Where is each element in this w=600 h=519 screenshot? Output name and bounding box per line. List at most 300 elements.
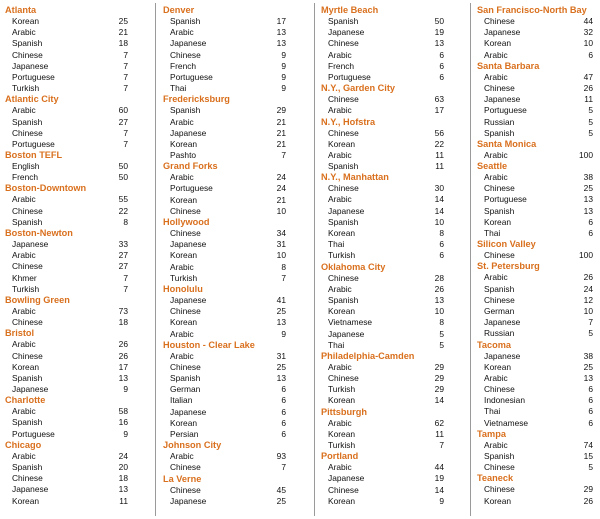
language-name: Korean [484,361,512,372]
language-percent: 5 [439,328,444,339]
language-row [163,485,308,496]
language-percent: 7 [123,272,128,283]
language-row [477,373,597,384]
language-name: Spanish [484,205,515,216]
language-row [477,496,597,507]
city-heading: Seattle [477,161,508,172]
language-percent: 45 [276,484,286,495]
language-row [321,429,466,440]
language-row [477,362,597,373]
language-percent: 56 [434,127,444,138]
language-percent: 13 [118,372,128,383]
language-name: French [12,172,39,183]
language-name: Japanese [484,94,521,105]
language-percent: 13 [276,373,286,384]
language-name: Arabic [328,194,352,205]
language-name: Arabic [170,116,194,127]
language-name: Japanese [484,350,521,361]
language-percent: 28 [434,272,444,283]
language-row [163,38,308,49]
language-name: Chinese [170,484,201,495]
language-row [477,451,597,462]
language-name: Chinese [484,82,515,93]
language-name: Chinese [328,38,359,49]
language-percent: 10 [434,306,444,317]
language-name: English [12,161,40,172]
city-heading: Boston-Newton [5,228,73,238]
language-percent: 6 [588,216,593,227]
language-row [477,83,597,94]
language-name: Chinese [12,205,43,216]
language-row [477,484,597,495]
language-row [163,195,308,206]
language-name: Arabic [170,328,194,339]
language-name: Chinese [484,16,515,26]
language-row [477,72,597,83]
city-heading: N.Y., Hofstra [321,116,376,127]
language-row [321,440,466,451]
city-heading: St. Petersburg [477,261,540,272]
language-row [5,128,150,139]
language-name: Arabic [328,283,352,294]
language-row [477,395,597,406]
language-percent: 24 [276,183,286,194]
language-percent: 6 [281,417,286,428]
language-row [163,317,308,328]
language-percent: 6 [439,60,444,71]
language-name: Spanish [328,216,359,227]
language-percent: 29 [276,105,286,116]
language-row [163,384,308,395]
language-row [163,362,308,373]
language-percent: 50 [434,16,444,26]
language-row [321,128,466,139]
language-row [163,105,308,116]
language-percent: 5 [588,127,593,138]
language-percent: 47 [583,71,593,82]
language-row [477,94,597,105]
language-row [163,206,308,217]
language-name: Arabic [328,462,352,473]
language-percent: 6 [588,49,593,60]
language-row [5,496,150,507]
language-percent: 18 [118,317,128,328]
language-percent: 38 [583,172,593,183]
language-name: Vietnamese [484,417,529,428]
language-percent: 6 [439,250,444,261]
language-name: Chinese [12,127,43,138]
language-percent: 6 [439,239,444,250]
language-percent: 14 [434,194,444,205]
language-row [321,284,466,295]
city-heading: Oklahoma City [321,261,386,272]
language-row [5,61,150,72]
language-percent: 6 [281,429,286,439]
language-row [5,351,150,362]
language-row [477,328,597,339]
language-row [5,306,150,317]
language-row [477,117,597,128]
language-percent: 7 [281,150,286,161]
language-name: Turkish [12,283,40,294]
language-row [5,72,150,83]
language-row [5,406,150,417]
language-percent: 9 [123,428,128,439]
language-name: Spanish [328,16,359,26]
language-name: Korean [328,395,356,406]
language-name: Korean [328,495,356,506]
language-row [163,429,308,440]
language-percent: 6 [281,406,286,417]
language-row [321,105,466,116]
language-row [5,117,150,128]
language-row [477,462,597,473]
language-name: Arabic [170,350,194,361]
language-name: Turkish [328,440,356,450]
language-row [5,284,150,295]
language-name: Chinese [328,127,359,138]
language-percent: 13 [276,38,286,49]
language-name: Japanese [12,239,49,249]
language-row [163,451,308,462]
language-row [163,395,308,406]
language-name: Chinese [12,49,43,60]
language-row [163,250,308,261]
language-name: Thai [328,339,345,350]
language-name: Korean [328,306,356,317]
language-percent: 26 [583,272,593,283]
language-row [477,351,597,362]
column-divider [470,3,471,516]
language-row [321,206,466,217]
language-row [5,50,150,61]
language-name: Arabic [328,417,352,428]
language-percent: 33 [118,239,128,249]
language-row [163,496,308,507]
language-row [477,50,597,61]
language-percent: 26 [118,350,128,361]
language-percent: 25 [276,306,286,317]
language-name: Arabic [170,172,194,183]
language-name: Persian [170,429,199,439]
city-heading: Boston TEFL [5,150,63,161]
language-percent: 13 [583,205,593,216]
language-name: Korean [170,138,198,149]
language-row [477,172,597,183]
language-name: Chinese [12,317,43,328]
language-row [321,384,466,395]
language-name: Korean [12,495,40,506]
city-heading: Honolulu [163,283,203,294]
language-name: Turkish [170,272,198,283]
language-name: Chinese [484,250,515,261]
language-row [477,217,597,228]
language-percent: 7 [123,60,128,71]
language-name: Korean [328,228,356,238]
language-percent: 7 [123,127,128,138]
language-name: Turkish [328,384,356,395]
language-percent: 17 [276,16,286,26]
language-percent: 93 [276,451,286,462]
language-name: Chinese [12,473,43,484]
language-row [477,250,597,261]
language-row [163,273,308,284]
language-name: Portuguese [484,105,527,116]
language-name: Japanese [170,127,207,138]
language-row [163,50,308,61]
language-name: Spanish [170,373,201,384]
language-percent: 18 [118,38,128,49]
language-row [163,306,308,317]
language-percent: 63 [434,94,444,105]
language-name: Arabic [12,406,36,417]
language-row [5,373,150,384]
city-heading: Grand Forks [163,161,218,172]
language-name: Arabic [12,450,36,461]
language-percent: 9 [281,71,286,82]
language-row [5,239,150,250]
language-percent: 21 [276,138,286,149]
language-percent: 6 [281,395,286,406]
language-percent: 9 [281,60,286,71]
city-heading: La Verne [163,473,202,484]
language-percent: 7 [123,71,128,82]
language-name: Russian [484,116,515,127]
language-name: Korean [484,495,512,506]
language-row [321,194,466,205]
language-row [321,462,466,473]
language-name: Chinese [170,462,201,473]
language-row [163,239,308,250]
city-heading: Portland [321,451,359,462]
language-row [321,395,466,406]
language-percent: 38 [583,350,593,361]
language-name: Portuguese [12,428,55,439]
language-percent: 6 [588,406,593,417]
language-row [163,183,308,194]
language-row [163,128,308,139]
language-row [163,228,308,239]
language-name: Chinese [484,484,515,495]
language-percent: 11 [435,428,444,439]
language-name: Japanese [484,317,521,328]
language-percent: 44 [434,462,444,473]
language-row [321,228,466,239]
language-percent: 6 [439,49,444,60]
language-name: Chinese [328,183,359,194]
language-percent: 5 [588,116,593,127]
language-name: Arabic [484,272,508,283]
language-name: Arabic [12,27,36,38]
language-row [5,261,150,272]
language-percent: 25 [118,16,128,26]
city-heading: Fredericksburg [163,94,230,105]
language-percent: 8 [281,261,286,272]
language-name: Vietnamese [328,317,373,328]
language-percent: 14 [434,484,444,495]
language-row [321,273,466,284]
language-name: Spanish [484,283,515,294]
language-row [5,384,150,395]
language-percent: 24 [276,172,286,183]
language-percent: 6 [588,395,593,406]
language-row [477,38,597,49]
language-name: Japanese [12,60,49,71]
language-row [321,329,466,340]
language-percent: 6 [281,384,286,395]
language-name: French [170,60,197,71]
language-row [5,217,150,228]
language-row [163,150,308,161]
language-name: Portuguese [12,138,55,149]
language-name: Korean [170,250,198,261]
language-name: Turkish [328,250,356,261]
language-name: Portuguese [328,71,371,82]
language-row [163,462,308,473]
language-name: French [328,60,355,71]
language-percent: 21 [276,127,286,138]
language-name: Portuguese [170,183,213,194]
language-row [321,473,466,484]
language-row [5,417,150,428]
language-name: Spanish [484,127,515,138]
language-name: Khmer [12,272,37,283]
language-name: Chinese [484,294,515,305]
language-row [321,150,466,161]
column-1 [5,5,150,507]
language-name: Chinese [170,49,201,60]
language-row [477,272,597,283]
column-4 [477,5,597,507]
language-percent: 100 [579,250,593,261]
language-percent: 10 [276,205,286,216]
language-percent: 21 [118,27,128,38]
language-name: Indonesian [484,395,525,406]
language-percent: 7 [123,49,128,60]
language-name: German [484,305,515,316]
language-name: Japanese [170,38,207,49]
language-name: Spanish [12,216,43,227]
city-heading: Johnson City [163,440,222,451]
language-name: Italian [170,395,193,406]
language-row [321,239,466,250]
language-name: Chinese [12,350,43,361]
language-percent: 31 [276,239,286,250]
language-name: Japanese [328,328,365,339]
city-heading: Santa Monica [477,138,537,149]
language-row [5,451,150,462]
language-percent: 12 [583,294,593,305]
language-row [477,194,597,205]
language-name: Korean [328,428,356,439]
language-percent: 17 [434,105,444,116]
language-row [477,183,597,194]
language-percent: 8 [439,228,444,238]
language-name: Arabic [484,439,508,450]
language-name: Chinese [170,306,201,317]
language-row [477,384,597,395]
language-percent: 11 [584,94,593,105]
language-percent: 55 [118,194,128,205]
city-heading: Boston-Downtown [5,183,87,194]
language-percent: 29 [434,384,444,395]
language-name: Spanish [12,462,43,472]
language-row [5,16,150,27]
language-row [163,373,308,384]
language-name: Arabic [170,451,194,462]
language-row [477,306,597,317]
language-percent: 10 [583,305,593,316]
language-name: Spanish [170,105,201,116]
language-name: Portuguese [170,71,213,82]
language-row [321,250,466,261]
language-percent: 9 [281,83,286,94]
language-row [477,228,597,239]
column-2 [163,5,308,507]
language-percent: 7 [123,83,128,94]
language-row [321,362,466,373]
city-heading: Teaneck [477,473,514,484]
language-percent: 11 [435,149,444,160]
language-percent: 50 [118,172,128,183]
language-name: Japanese [328,27,365,38]
language-percent: 8 [439,317,444,328]
language-name: Chinese [328,373,359,384]
language-percent: 13 [276,317,286,328]
language-row [5,27,150,38]
language-name: Arabic [12,305,36,316]
language-row [163,418,308,429]
language-name: Arabic [170,261,194,272]
language-row [163,72,308,83]
language-percent: 7 [123,138,128,149]
city-heading: Bristol [5,328,35,339]
language-row [163,407,308,418]
language-row [321,317,466,328]
city-heading: Houston - Clear Lake [163,339,255,350]
language-name: Spanish [12,38,43,49]
language-row [321,139,466,150]
language-row [477,206,597,217]
language-percent: 10 [583,38,593,49]
language-percent: 27 [118,250,128,261]
language-percent: 26 [434,283,444,294]
language-row [5,429,150,440]
language-percent: 13 [118,484,128,495]
language-row [163,329,308,340]
city-heading: Atlantic City [5,94,59,105]
language-percent: 27 [118,261,128,272]
language-row [163,262,308,273]
language-percent: 7 [281,462,286,473]
language-row [321,27,466,38]
column-divider [155,3,156,516]
language-name: Arabic [328,361,352,372]
language-percent: 13 [583,372,593,383]
language-row [5,172,150,183]
language-name: Japanese [328,205,365,216]
language-row [477,16,597,27]
language-percent: 25 [583,183,593,194]
language-percent: 6 [588,417,593,428]
city-heading: Hollywood [163,217,210,227]
language-percent: 25 [583,361,593,372]
language-name: Spanish [12,417,43,428]
language-row [163,83,308,94]
language-percent: 6 [588,228,593,238]
language-name: Korean [328,138,356,149]
language-percent: 13 [434,294,444,305]
